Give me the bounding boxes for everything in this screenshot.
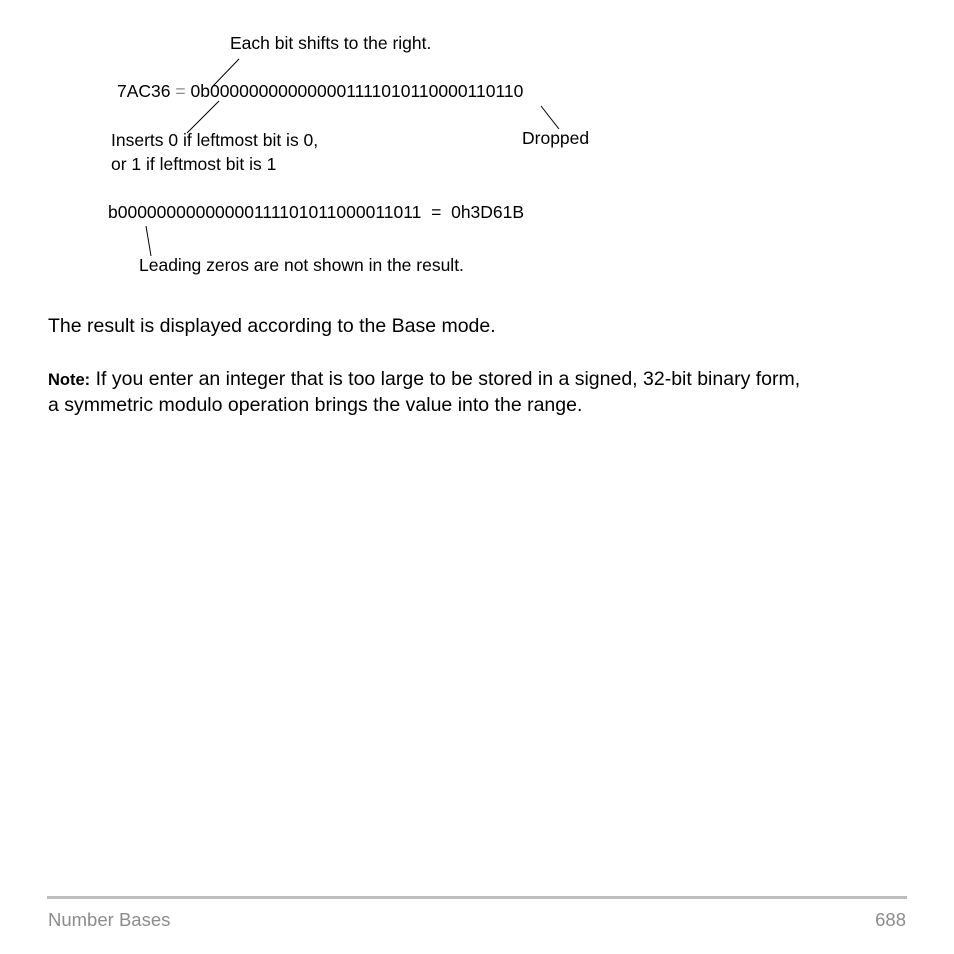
note-text-line2: a symmetric modulo operation brings the value into the range. (48, 394, 583, 416)
equals-sign: = (175, 81, 186, 101)
inserts-caption-line1: Inserts 0 if leftmost bit is 0, (111, 130, 319, 150)
result-hex: 0h3D61B (451, 202, 525, 222)
dropped-caption: Dropped (522, 128, 590, 148)
leading-zeros-leader-line (146, 226, 151, 256)
inserts-caption-line2: or 1 if leftmost bit is 1 (111, 154, 277, 174)
input-expression (117, 81, 523, 101)
input-binary: 0b000000000000001111010110000110110 (190, 81, 524, 101)
note-text-line1: If you enter an integer that is too large to be stored in a signed, 32-bit binary form, (90, 368, 801, 390)
footer-page-number: 688 (875, 909, 906, 930)
input-value: 7AC36 (117, 81, 171, 101)
result-binary: b00000000000000111101011000011011 (108, 202, 422, 222)
footer-divider (47, 896, 907, 899)
note-label: Note: (48, 371, 91, 389)
result-expression (108, 202, 524, 222)
shift-caption: Each bit shifts to the right. (230, 33, 432, 53)
note-paragraph-line1 (48, 366, 800, 393)
result-equals: = (431, 202, 442, 222)
dropped-leader-line (541, 106, 559, 129)
result-paragraph: The result is displayed according to the Base mode. (48, 315, 496, 337)
inserts-leader-line (187, 101, 219, 133)
leading-zeros-caption: Leading zeros are not shown in the result. (139, 255, 464, 275)
footer-section-title: Number Bases (48, 909, 171, 930)
